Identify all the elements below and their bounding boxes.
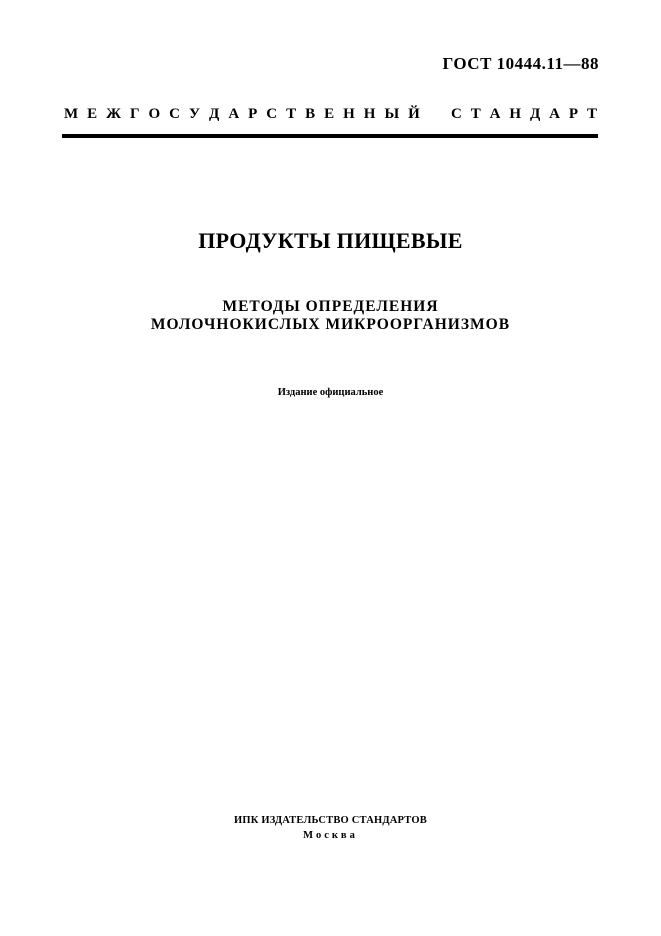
document-subtitle <box>0 298 661 334</box>
subtitle-line-2: МОЛОЧНОКИСЛЫХ МИКРООРГАНИЗМОВ <box>150 316 511 333</box>
standard-type-header <box>64 106 597 123</box>
publisher-name: ИПК ИЗДАТЕЛЬСТВО СТАНДАРТОВ <box>234 815 427 826</box>
header-word-interstate: М Е Ж Г О С У Д А Р С Т В Е Н Н Ы Й <box>64 106 420 122</box>
header-word-standard: С Т А Н Д А Р Т <box>451 106 597 122</box>
header-rule <box>62 134 598 138</box>
subtitle-line-1: МЕТОДЫ ОПРЕДЕЛЕНИЯ <box>222 298 439 315</box>
publisher-city: Москва <box>303 830 358 841</box>
edition-note: Издание официальное <box>277 387 384 398</box>
standard-number: ГОСТ 10444.11—88 <box>442 54 599 73</box>
document-title: ПРОДУКТЫ ПИЩЕВЫЕ <box>198 228 463 253</box>
